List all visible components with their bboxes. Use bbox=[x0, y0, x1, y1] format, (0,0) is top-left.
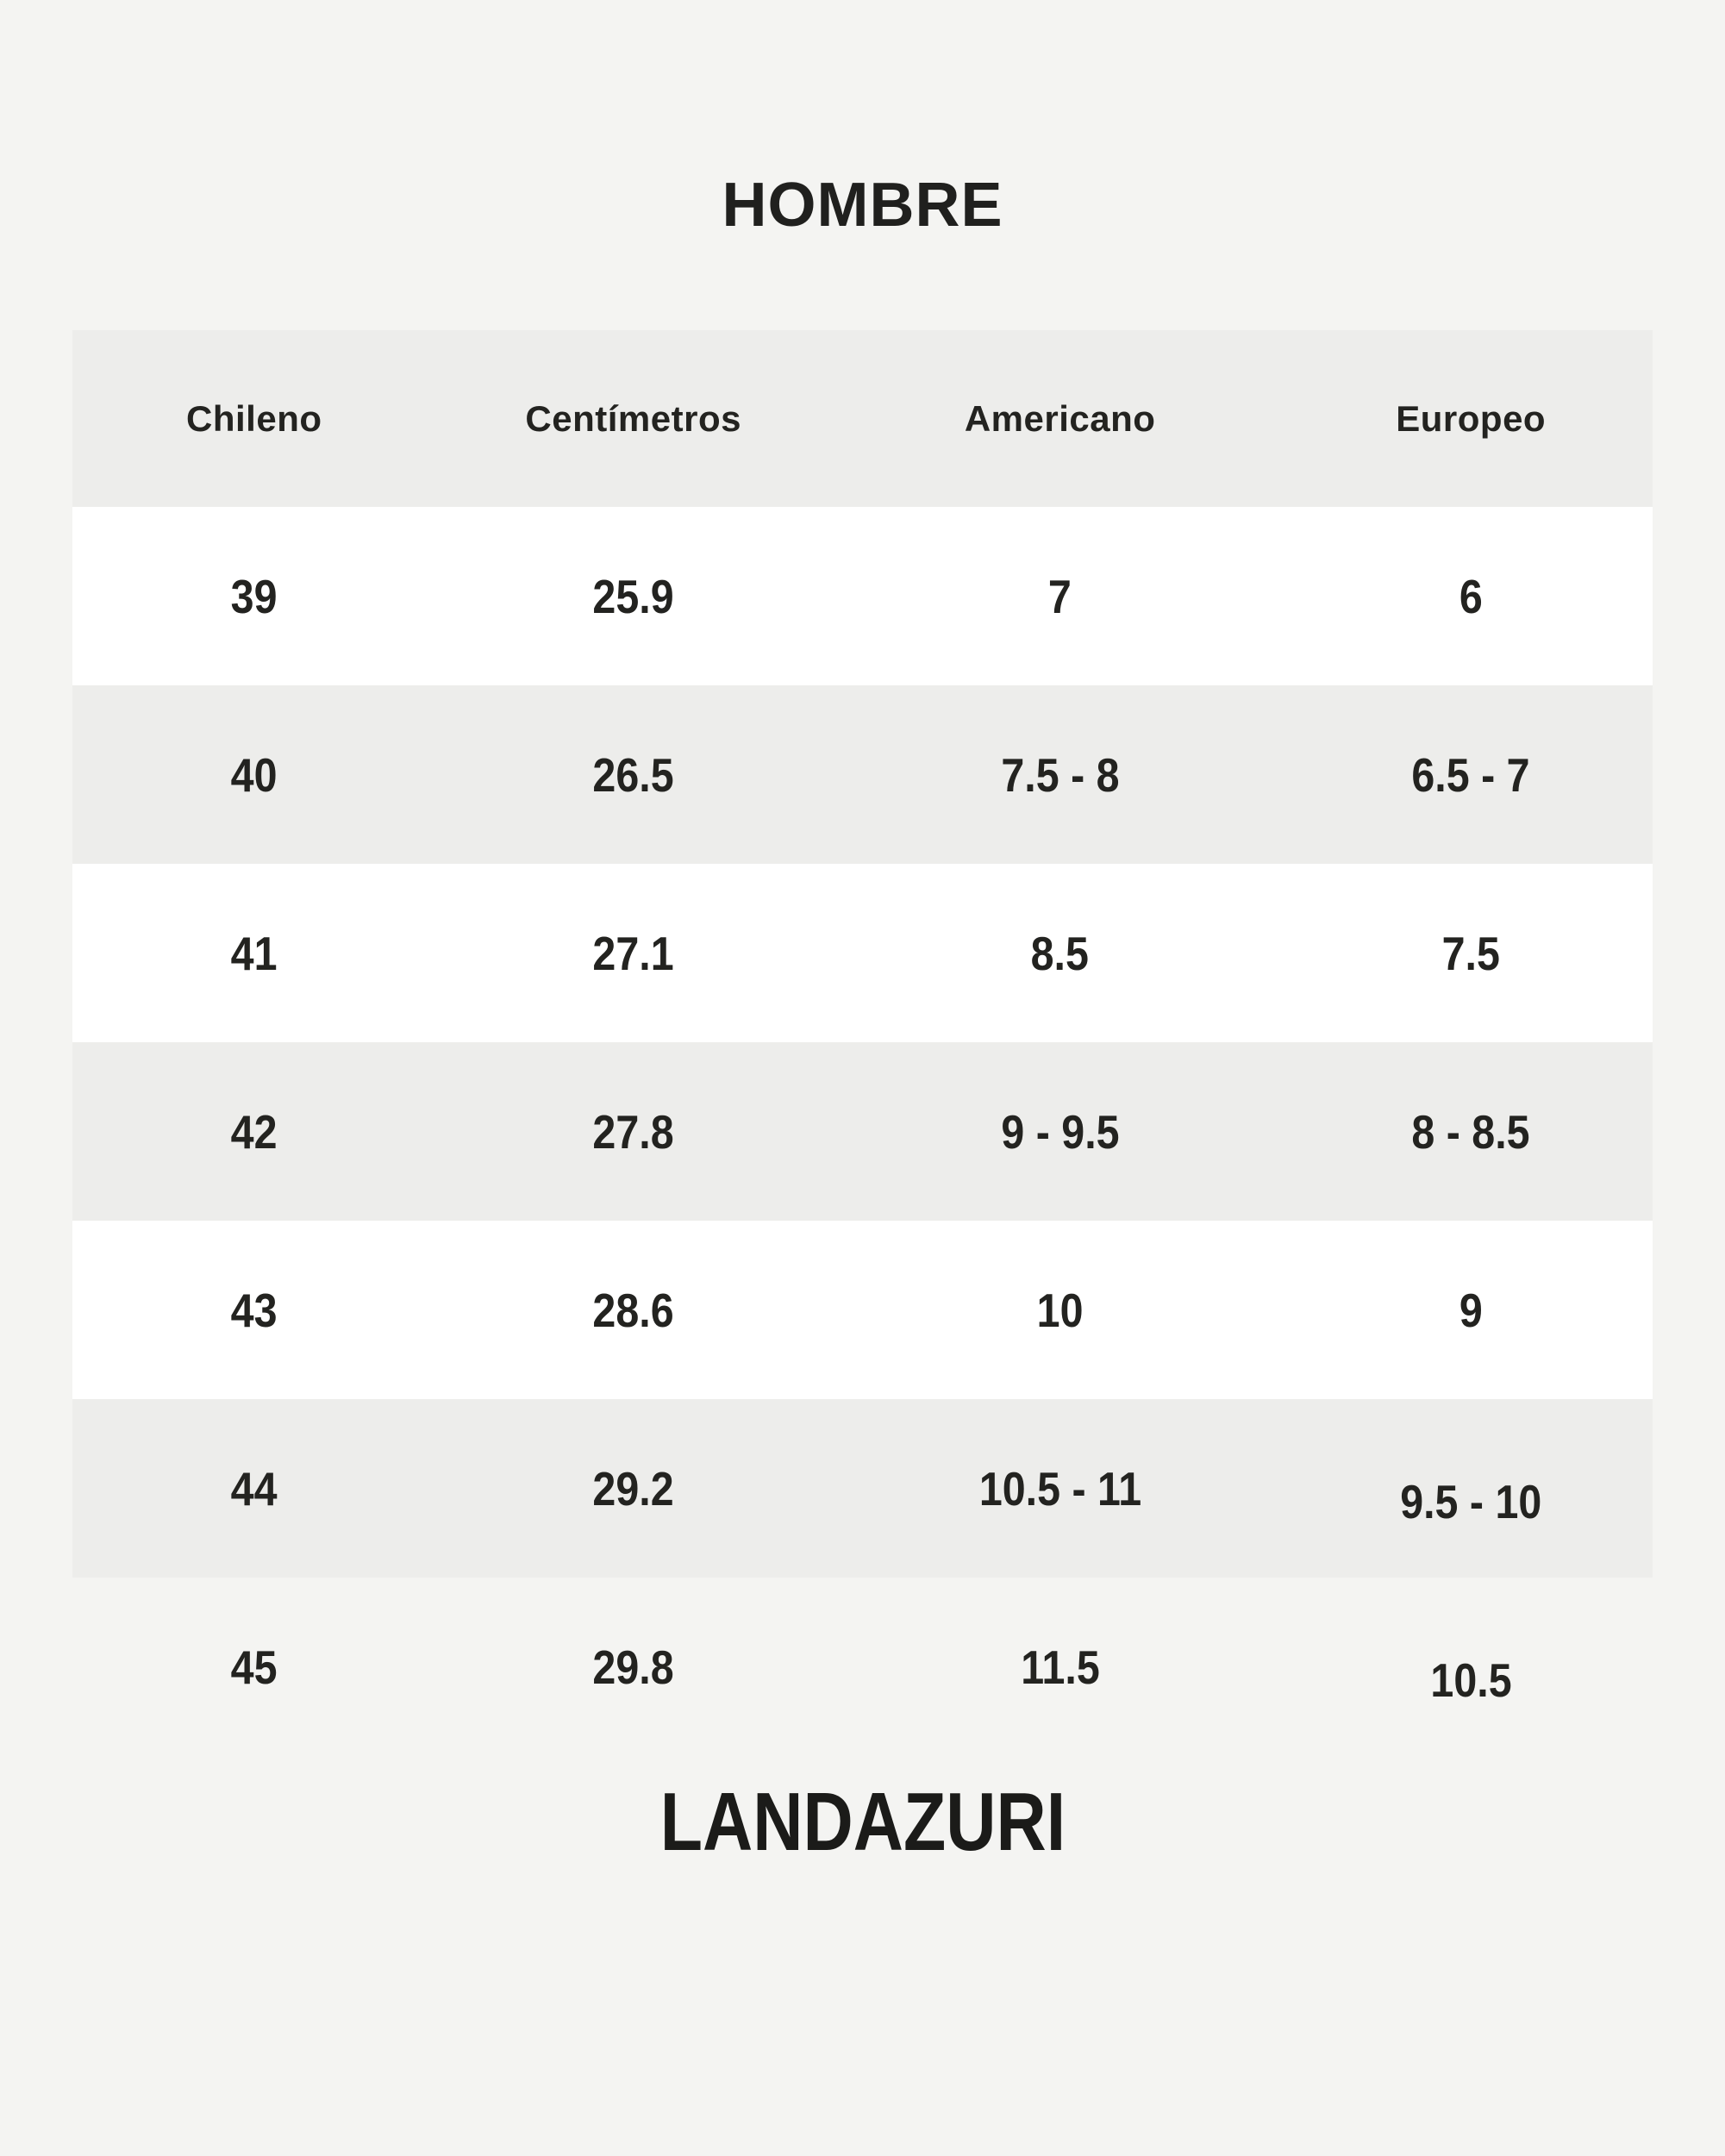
cell-americano bbox=[831, 926, 1290, 981]
cell-value: 9 bbox=[1459, 1283, 1483, 1337]
cell-value: 43 bbox=[230, 1283, 278, 1337]
cell-value: 41 bbox=[230, 926, 278, 980]
table-row bbox=[72, 1042, 1653, 1221]
cell-value: 6 bbox=[1459, 569, 1483, 623]
cell-value: 45 bbox=[230, 1640, 278, 1694]
cell-centimetros bbox=[436, 569, 831, 624]
cell-value: 9.5 - 10 bbox=[1400, 1474, 1542, 1528]
cell-centimetros bbox=[436, 1461, 831, 1516]
cell-americano bbox=[831, 1104, 1290, 1159]
cell-value: 10.5 - 11 bbox=[978, 1461, 1141, 1515]
cell-europeo bbox=[1289, 1640, 1653, 1707]
table-row bbox=[72, 864, 1653, 1042]
table-row bbox=[72, 507, 1653, 685]
header-cell-chileno bbox=[72, 398, 436, 440]
brand-logo: LANDAZURI bbox=[659, 1776, 1066, 1868]
cell-centimetros bbox=[436, 1104, 831, 1159]
cell-americano bbox=[831, 1283, 1290, 1338]
cell-value: 10.5 bbox=[1430, 1653, 1512, 1707]
cell-value: 7.5 bbox=[1441, 926, 1500, 980]
cell-value: 9 - 9.5 bbox=[1000, 1104, 1120, 1159]
cell-chileno bbox=[72, 747, 436, 803]
cell-value: 11.5 bbox=[1020, 1640, 1100, 1694]
cell-value: 28.6 bbox=[592, 1283, 674, 1337]
cell-value: 29.2 bbox=[592, 1461, 674, 1515]
cell-value: 7.5 - 8 bbox=[1000, 747, 1120, 802]
cell-europeo bbox=[1289, 1104, 1653, 1159]
cell-value: 27.8 bbox=[592, 1104, 674, 1159]
brand-footer bbox=[0, 1776, 1725, 1868]
page-title: HOMBRE bbox=[722, 171, 1003, 240]
size-table bbox=[72, 330, 1653, 1756]
table-row bbox=[72, 685, 1653, 864]
header-cell-europeo bbox=[1289, 398, 1653, 440]
cell-value: 26.5 bbox=[592, 747, 674, 802]
cell-americano bbox=[831, 569, 1290, 624]
cell-americano bbox=[831, 1461, 1290, 1516]
cell-chileno bbox=[72, 926, 436, 981]
cell-value: 10 bbox=[1036, 1283, 1084, 1337]
cell-value: 44 bbox=[230, 1461, 278, 1515]
cell-europeo bbox=[1289, 569, 1653, 624]
cell-value: 6.5 - 7 bbox=[1411, 747, 1530, 802]
cell-europeo bbox=[1289, 747, 1653, 803]
cell-value: 8 - 8.5 bbox=[1411, 1104, 1530, 1159]
table-row bbox=[72, 1399, 1653, 1578]
cell-value: 25.9 bbox=[592, 569, 674, 623]
column-header-label: Americano bbox=[964, 397, 1156, 439]
cell-chileno bbox=[72, 569, 436, 624]
table-row bbox=[72, 1221, 1653, 1399]
cell-europeo bbox=[1289, 1461, 1653, 1528]
cell-centimetros bbox=[436, 747, 831, 803]
cell-europeo bbox=[1289, 926, 1653, 981]
header-cell-americano bbox=[831, 398, 1290, 440]
cell-centimetros bbox=[436, 1640, 831, 1695]
cell-chileno bbox=[72, 1640, 436, 1695]
cell-value: 42 bbox=[230, 1104, 278, 1159]
cell-value: 7 bbox=[1048, 569, 1072, 623]
cell-value: 29.8 bbox=[592, 1640, 674, 1694]
cell-americano bbox=[831, 747, 1290, 803]
cell-centimetros bbox=[436, 1283, 831, 1338]
header-cell-centimetros bbox=[436, 398, 831, 440]
cell-chileno bbox=[72, 1283, 436, 1338]
table-row bbox=[72, 1578, 1653, 1756]
column-header-label: Europeo bbox=[1396, 397, 1547, 439]
cell-chileno bbox=[72, 1461, 436, 1516]
cell-value: 27.1 bbox=[592, 926, 674, 980]
table-header-row bbox=[72, 330, 1653, 507]
cell-value: 40 bbox=[230, 747, 278, 802]
column-header-label: Centímetros bbox=[525, 397, 741, 439]
cell-americano bbox=[831, 1640, 1290, 1695]
cell-centimetros bbox=[436, 926, 831, 981]
cell-value: 8.5 bbox=[1030, 926, 1090, 980]
cell-europeo bbox=[1289, 1283, 1653, 1338]
cell-chileno bbox=[72, 1104, 436, 1159]
column-header-label: Chileno bbox=[186, 397, 322, 439]
cell-value: 39 bbox=[230, 569, 278, 623]
